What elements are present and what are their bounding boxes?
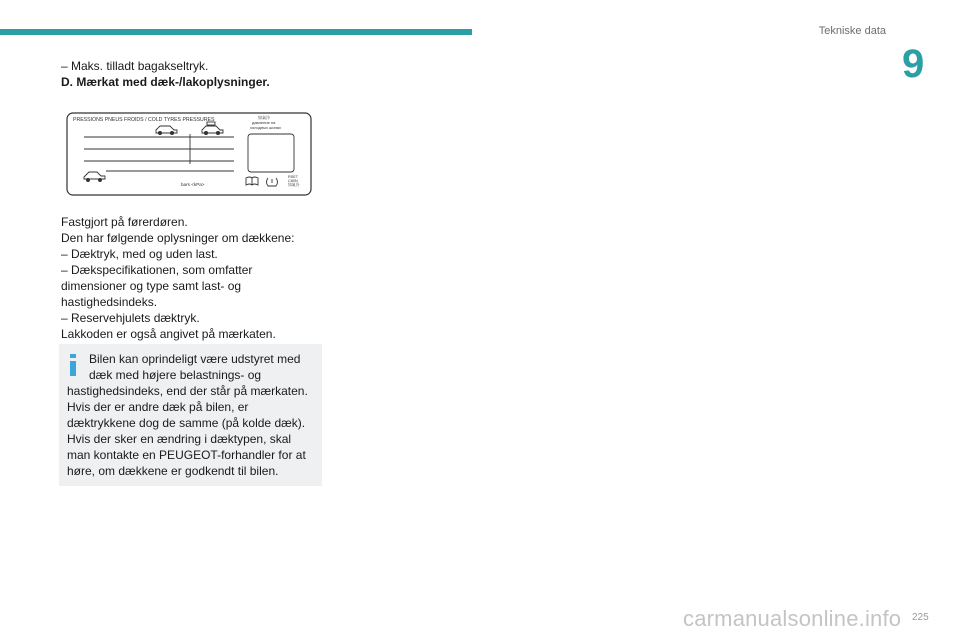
watermark: carmanualsonline.info [683, 606, 902, 631]
paint-code-box [248, 134, 294, 172]
body-line: dimensioner og type samt last- og [61, 279, 242, 293]
chapter-number: 9 [902, 42, 925, 86]
section-title: Tekniske data [818, 25, 886, 37]
info-line: dæktrykkene dog de samme (på kolde dæk). [67, 416, 306, 430]
info-line: Bilen kan oprindeligt være udstyret med [89, 352, 301, 366]
info-note-text [67, 351, 317, 479]
label-code-2: C80N [288, 179, 298, 183]
label-units-text: bars <kPa> [181, 182, 205, 187]
info-line: man kontakte en PEUGEOT-forhandler for at [67, 448, 306, 462]
header-accent-bar [0, 29, 472, 35]
body-line: hastighedsindeks. [61, 295, 158, 309]
body-line: – Dæktryk, med og uden last. [61, 247, 218, 261]
intro-line: – Maks. tilladt bagakseltryk. [61, 59, 209, 73]
intro-heading: D. Mærkat med dæk-/lakoplysninger. [61, 75, 270, 89]
tyre-pressure-label-illustration [66, 112, 312, 196]
label-code-1: RSET [288, 175, 299, 179]
label-header-text: PRESSIONS PNEUS FROIDS / COLD TYRES PRESSURES [73, 117, 215, 123]
info-line: Hvis der er andre dæk på bilen, er [67, 400, 249, 414]
label-ru-text-1: 如氣冷 [258, 115, 270, 120]
body-line: Fastgjort på førerdøren. [61, 215, 188, 229]
body-text-block [61, 214, 323, 342]
body-line: – Dækspecifikationen, som omfatter [61, 263, 253, 277]
intro-block [61, 58, 323, 90]
info-line: hastighedsindeks, end der står på mærkaten. [67, 384, 308, 398]
label-ru-text-3: холодных шинах [250, 125, 282, 130]
info-note-box [59, 344, 322, 486]
label-ru-text-2: давление на [252, 120, 276, 125]
label-code-3: 如氣冷 [288, 183, 300, 187]
info-line: Hvis der sker en ændring i dæktypen, skal [67, 432, 292, 446]
info-line: høre, om dækkene er godkendt til bilen. [67, 464, 279, 478]
page-number: 225 [912, 612, 929, 623]
info-line: dæk med højere belastnings- og [89, 368, 262, 382]
body-line: Den har følgende oplysninger om dækkene: [61, 231, 295, 245]
body-line: Lakkoden er også angivet på mærkaten. [61, 327, 276, 341]
body-line: – Reservehjulets dæktryk. [61, 311, 200, 325]
